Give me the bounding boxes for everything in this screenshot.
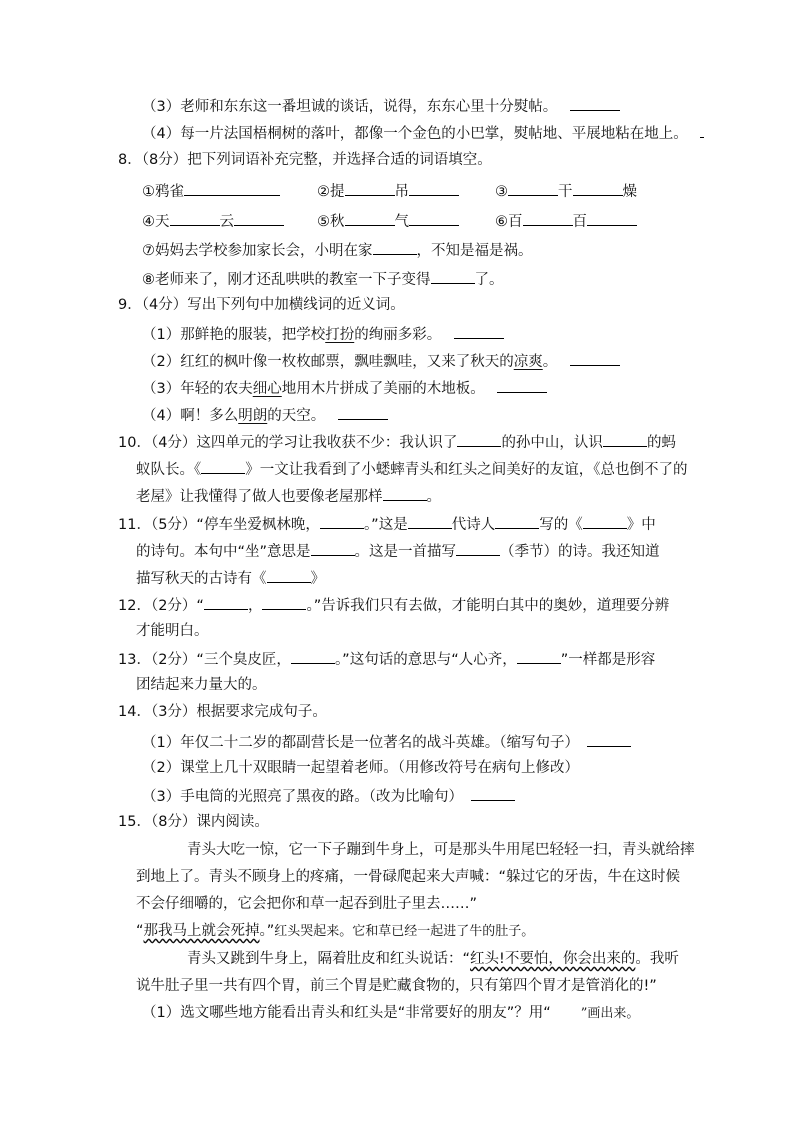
q8-row4: ⑧老师来了，刚才还乱哄哄的教室一下子变得 了。 xyxy=(142,268,504,290)
answer-blank[interactable] xyxy=(587,210,637,226)
q8-row1b: ②提 吊 xyxy=(317,180,459,202)
answer-blank[interactable] xyxy=(573,180,623,196)
answer-blank[interactable] xyxy=(497,377,547,393)
answer-blank[interactable] xyxy=(311,540,355,556)
answer-blank[interactable] xyxy=(603,431,647,447)
answer-blank[interactable] xyxy=(495,513,539,529)
answer-blank[interactable] xyxy=(523,210,573,226)
answer-blank[interactable] xyxy=(345,210,395,226)
q11-line3: 描写秋天的古诗有《 》 xyxy=(136,567,325,589)
answer-blank[interactable] xyxy=(184,180,280,196)
answer-blank[interactable] xyxy=(320,513,364,529)
marked-phrase: 那我马上就会死掉 xyxy=(143,923,260,939)
answer-blank[interactable] xyxy=(373,239,417,255)
underlined-word: 细心 xyxy=(252,381,282,397)
answer-blank[interactable] xyxy=(409,210,459,226)
q7-s4-text: （4）每一片法国梧桐树的落叶，都像一个金色的小巴掌，熨帖地、平展地粘在地上。 xyxy=(142,126,688,142)
answer-blank[interactable] xyxy=(291,648,335,664)
answer-blank[interactable] xyxy=(570,95,620,111)
q15-title: 15．（8分）课内阅读。 xyxy=(118,814,269,830)
q9-s2: （2）红红的枫叶像一枚枚邮票，飘哇飘哇，又来了秋天的凉爽。 xyxy=(142,350,620,372)
q7-s4 xyxy=(142,122,704,144)
q14-title: 14．（3分）根据要求完成句子。 xyxy=(118,704,327,720)
q7-s3-text: （3）老师和东东这一番坦诚的谈话，说得，东东心里十分熨帖。 xyxy=(142,99,558,115)
underlined-word: 打扮 xyxy=(325,327,355,343)
underlined-word: 凉爽 xyxy=(513,354,543,370)
answer-blank[interactable] xyxy=(517,648,561,664)
q9-s4: （4）啊！多么明朗的天空。 xyxy=(142,404,388,426)
q15-p3-l2: 说牛肚子里一共有四个胃，前三个胃是贮藏食物的，只有第四个胃才是管消化的!” xyxy=(136,978,657,994)
q8-title: 8．（8分）把下列词语补充完整，并选择合适的词语填空。 xyxy=(118,152,492,168)
answer-blank[interactable] xyxy=(587,731,631,747)
answer-blank[interactable] xyxy=(431,268,475,284)
answer-blank[interactable] xyxy=(201,458,245,474)
q8-row1c: ③ 干 燥 xyxy=(495,180,637,202)
marked-phrase: 红头!不要怕，你会出来的 xyxy=(470,951,636,967)
answer-blank[interactable] xyxy=(700,122,704,138)
q8-item1: ①鸦雀 xyxy=(142,184,184,200)
q15-p1-l2: 到地上了。青头不顾身上的疼痛，一骨碌爬起来大声喊：“躲过它的牙齿，牛在这时候 xyxy=(136,869,681,885)
q14-s2: （2）课堂上几十双眼睛一起望着老师。（用修改符号在病句上修改） xyxy=(142,760,579,776)
q11-line1: 11．（5分）“停车坐爱枫林晚， 。”这是 代诗人 写的《 》中 xyxy=(118,513,656,535)
answer-blank[interactable] xyxy=(570,350,620,366)
q8-row2b: ⑤秋 气 xyxy=(317,210,459,232)
answer-blank[interactable] xyxy=(583,513,627,529)
q15-question1: （1）选文哪些地方能看出青头和红头是“非常要好的朋友”？用“ ”画出来。 xyxy=(142,1005,640,1021)
q15-p2: “那我马上就会死掉。”红头哭起来。它和草已经一起进了牛的肚子。 xyxy=(136,923,535,939)
q8-row1 xyxy=(142,180,280,202)
answer-blank[interactable] xyxy=(338,404,388,420)
q13-line2: 团结起来力量大的。 xyxy=(136,677,267,693)
q8-row2a: ④天 云 xyxy=(142,210,284,232)
answer-blank[interactable] xyxy=(345,180,395,196)
answer-blank[interactable] xyxy=(409,180,459,196)
q8-row2c: ⑥百 百 xyxy=(495,210,637,232)
underlined-word: 明朗 xyxy=(238,408,268,424)
answer-blank[interactable] xyxy=(408,513,452,529)
q14-s3: （3）手电筒的光照亮了黑夜的路。（改为比喻句） xyxy=(142,785,515,807)
q9-title: 9．（4分）写出下列句中加横线词的近义词。 xyxy=(118,297,405,313)
q8-row3: ⑦妈妈去学校参加家长会，小明在家 ，不知是福是祸。 xyxy=(142,239,533,261)
q9-s1: （1）那鲜艳的服装，把学校打扮的绚丽多彩。 xyxy=(142,323,504,345)
answer-blank[interactable] xyxy=(456,540,500,556)
q15-p1-l3: 不会仔细嚼的，它会把你和草一起吞到肚子里去……” xyxy=(136,896,478,912)
q14-s1: （1）年仅二十二岁的都副营长是一位著名的战斗英雄。（缩写句子） xyxy=(142,731,631,753)
answer-blank[interactable] xyxy=(267,567,311,583)
answer-blank[interactable] xyxy=(471,785,515,801)
q15-p1-l1: 青头大吃一惊，它一下子蹦到牛身上，可是那头牛用尾巴轻轻一扫，青头就给摔 xyxy=(187,842,695,858)
q10-line2: 蚁队长。《 》一文让我看到了小蟋蟀青头和红头之间美好的友谊，《总也倒不了的 xyxy=(136,458,688,480)
q15-p3-l1: 青头又跳到牛身上，隔着肚皮和红头说话：“红头!不要怕，你会出来的。我听 xyxy=(187,951,679,967)
answer-blank[interactable] xyxy=(383,485,427,501)
answer-blank[interactable] xyxy=(457,431,501,447)
q7-s3 xyxy=(142,95,620,117)
q12-line2: 才能明白。 xyxy=(136,623,209,639)
q10-line1: 10．（4分）这四单元的学习让我收获不少：我认识了 的孙中山，认识 的蚂 xyxy=(118,431,676,453)
q11-line2: 的诗句。本句中“坐”意思是 。这是一首描写 （季节）的诗。我还知道 xyxy=(136,540,660,562)
answer-blank[interactable] xyxy=(454,323,504,339)
q10-line3: 老屋》让我懂得了做人也要像老屋那样 。 xyxy=(136,485,441,507)
q9-s3: （3）年轻的农夫细心地用木片拼成了美丽的木地板。 xyxy=(142,377,547,399)
q13-line1: 13．（2分）“三个臭皮匠， 。”这句话的意思与“人心齐， ”一样都是形容 xyxy=(118,648,655,670)
answer-blank[interactable] xyxy=(262,594,306,610)
q12-line1: 12．（2分）“ ， 。”告诉我们只有去做，才能明白其中的奥妙，道理要分辨 xyxy=(118,594,669,616)
answer-blank[interactable] xyxy=(170,210,220,226)
answer-blank[interactable] xyxy=(508,180,558,196)
answer-blank[interactable] xyxy=(234,210,284,226)
answer-blank[interactable] xyxy=(204,594,248,610)
